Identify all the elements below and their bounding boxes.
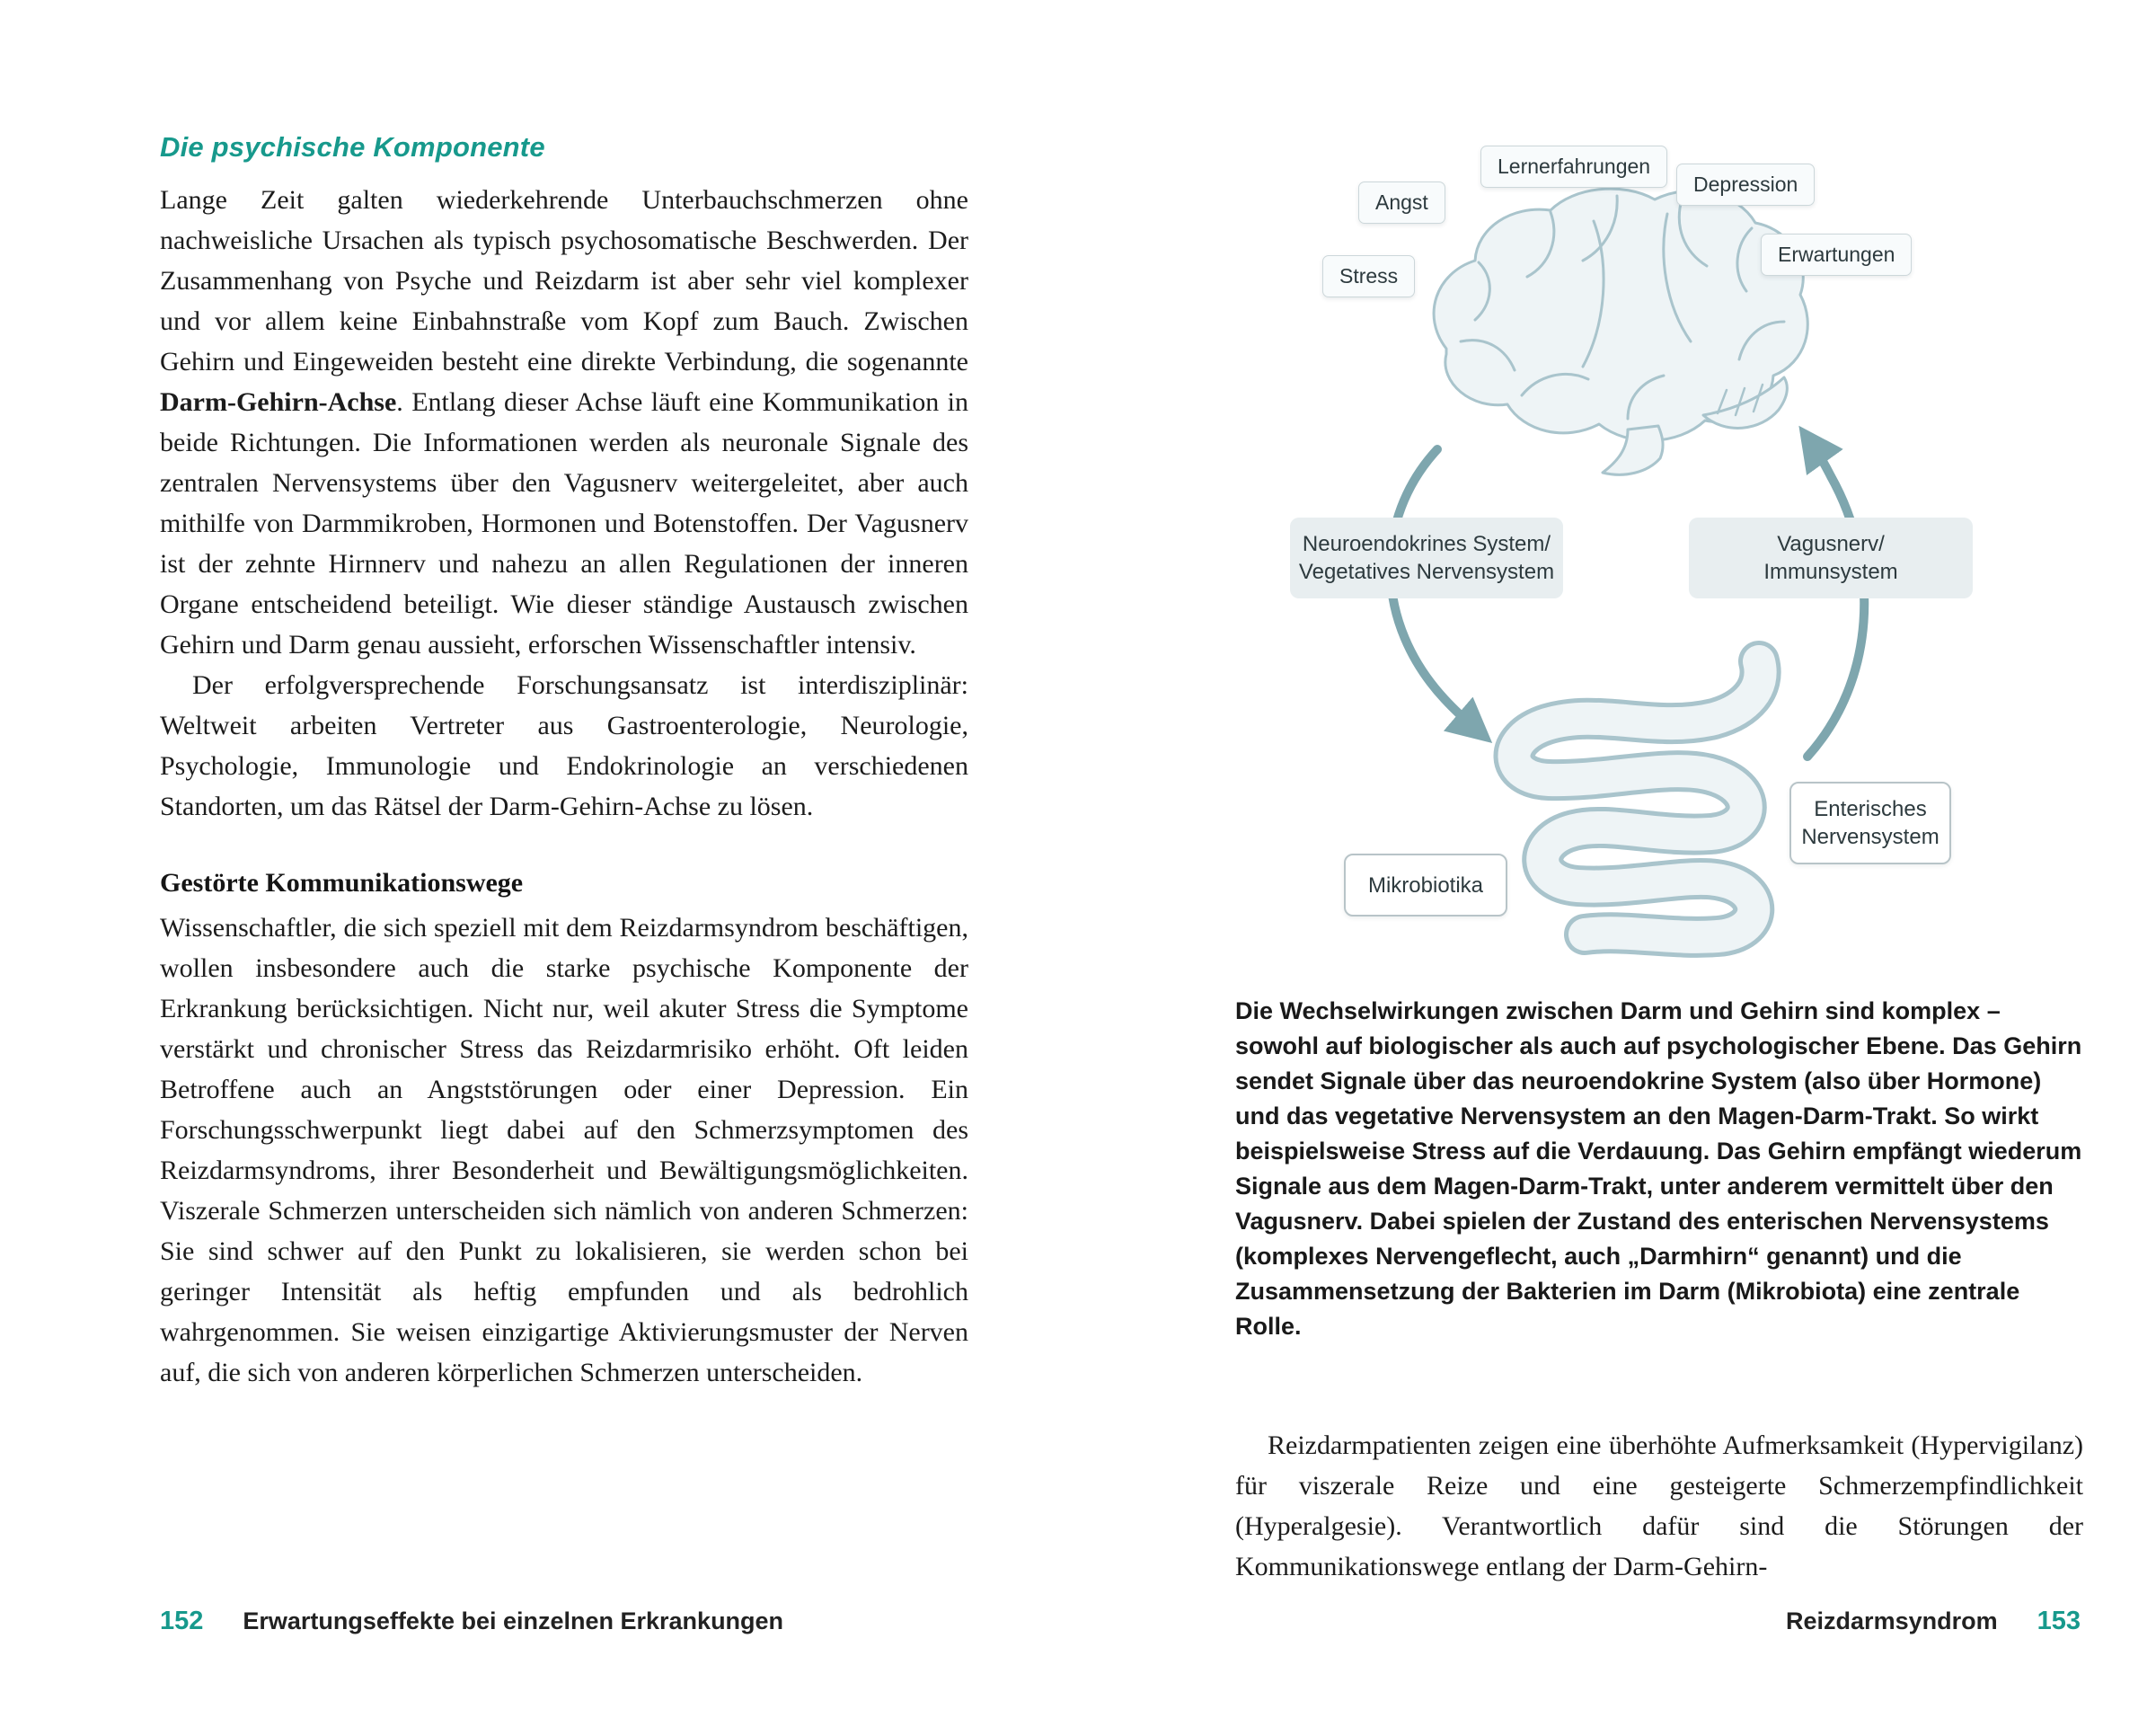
diagram-box-neuroendokrines-line2: Vegetatives Nervensystem (1298, 560, 1555, 584)
intestine-icon (1514, 661, 1760, 937)
diagram-label-lernerfahrungen: Lernerfahrungen (1480, 146, 1667, 188)
section-heading: Die psychische Komponente (160, 131, 545, 163)
diagram-box-neuroendokrines-system (1290, 518, 1563, 598)
paragraph-2: Der erfolgversprechende Forschungsansatz ist interdisziplinär: Weltweit arbeiten Vertreter aus Gastroenterologie, Neurologie, Psychologie, Immunologie und Endokrinologie an verschiedenen Standorten, um das Rätsel der Darm-Gehirn-Achse zu lösen. (160, 670, 968, 821)
paragraph-3: Wissenschaftler, die sich speziell mit dem Reizdarmsyndrom beschäftigen, wollen insbesondere auch die starke psychische Komponente der Erkrankung berücksichtigen. Nicht nur, weil akuter Stress die Symptome verstärkt und chronischer Stress das Reizdarmrisiko erhöht. Oft leiden Betroffene auch an Angststörungen oder einer Depression. Ein Forschungsschwerpunkt liegt dabei auf den Schmerzsymptomen des Reizdarmsyndroms, ihrer Besonderheit und Bewältigungsmöglichkeiten. Viszerale Schmerzen unterscheiden sich nämlich von anderen Schmerzen: Sie sind schwer auf den Punkt zu lokalisieren, sie werden schon bei geringer Intensität als heftig empfunden und als bedrohlich wahrgenommen. Sie weisen einzigartige Aktivierungsmuster der Nerven auf, die sich von anderen körperlichen Schmerzen unterscheiden. (160, 913, 968, 1387)
sub-heading: Gestörte Kommunikationswege (160, 868, 524, 898)
diagram-box-enterisches-nervensystem (1789, 782, 1951, 864)
paragraph-1 (160, 180, 968, 665)
right-running-head: Reizdarmsyndrom (1786, 1607, 1998, 1634)
right-page-footer (1786, 1607, 2081, 1636)
left-page-text-column (160, 131, 968, 1393)
diagram-box-vagusnerv-line2: Immunsystem (1763, 560, 1898, 584)
brain-icon (1434, 189, 1807, 474)
cycle-arrow-gut-to-brain-icon (1807, 440, 1864, 757)
diagram-box-enterisch-line1: Enterisches (1814, 797, 1927, 821)
diagram-box-vagusnerv-line1: Vagusnerv/ (1777, 532, 1885, 556)
diagram-box-mikrobiotika (1344, 854, 1507, 917)
left-page-footer (160, 1607, 783, 1636)
diagram-box-mikrobiotika-label: Mikrobiotika (1367, 872, 1484, 898)
diagram-label-depression: Depression (1676, 164, 1815, 206)
right-page-number: 153 (2037, 1607, 2081, 1635)
left-page-number: 152 (160, 1607, 204, 1635)
bold-term-darm-gehirn-achse: Darm-Gehirn-Achse (160, 387, 397, 417)
diagram-label-angst: Angst (1358, 182, 1445, 224)
gut-brain-axis-diagram (1222, 106, 2102, 1005)
diagram-box-neuroendokrines-line1: Neuroendokrines System/ (1302, 532, 1551, 556)
right-page-paragraph: Reizdarmpatienten zeigen eine überhöhte Aufmerksamkeit (Hypervigilanz) für viszerale Reize und eine gesteigerte Schmerzempfindlichkeit (Hyperalgesie). Verantwortlich dafür sind die Störungen der Kommunikationswege entlang der Darm-Gehirn- (1235, 1430, 2083, 1581)
diagram-label-erwartungen: Erwartungen (1761, 234, 1912, 276)
diagram-box-vagusnerv-immunsystem (1689, 518, 1973, 598)
diagram-caption: Die Wechselwirkungen zwischen Darm und Gehirn sind komplex – sowohl auf biologischer als auch auf psychologischer Ebene. Das Gehirn sendet Signale über das neuroendokrine System (also über Hormone) und das vegetative Nervensystem an den Magen-Darm-Trakt. So wirkt beispielsweise Stress auf die Verdauung. Das Gehirn empfängt wiederum Signale aus dem Magen-Darm-Trakt, unter anderem vermittelt über den Vagusnerv. Dabei spielen der Zustand des enterischen Nervensystems (komplexes Nervengeflecht, auch „Darmhirn“ genannt) und die Zusammensetzung der Bakterien im Darm (Mikrobiota) eine zentrale Rolle. (1235, 997, 2082, 1340)
paragraph-1-text-b: . Entlang dieser Achse läuft eine Kommunikation in beide Richtungen. Die Informationen werden als neuronale Signale des zentralen Nervensystems über den Vagusnerv weitergeleitet, aber auch mithilfe von Darmmikroben, Hormonen und Botenstoffen. Der Vagusnerv ist der zehnte Hirnnerv und nahezu an allen Regulationen der inneren Organe entscheidend beteiligt. Wie dieser ständige Austausch zwischen Gehirn und Darm genau aussieht, erforschen Wissenschaftler intensiv. (160, 387, 968, 660)
paragraph-1-text-a: Lange Zeit galten wiederkehrende Unterbauchschmerzen ohne nachweisliche Ursachen als typisch psychosomatische Beschwerden. Der Zusammenhang von Psyche und Reizdarm ist aber sehr viel komplexer und vor allem keine Einbahnstraße vom Kopf zum Bauch. Zwischen Gehirn und Eingeweiden besteht eine direkte Verbindung, die sogenannte (160, 185, 968, 376)
diagram-box-enterisch-line2: Nervensystem (1801, 825, 1940, 849)
diagram-label-stress: Stress (1322, 255, 1415, 297)
left-running-head: Erwartungseffekte bei einzelnen Erkrankungen (243, 1607, 784, 1634)
